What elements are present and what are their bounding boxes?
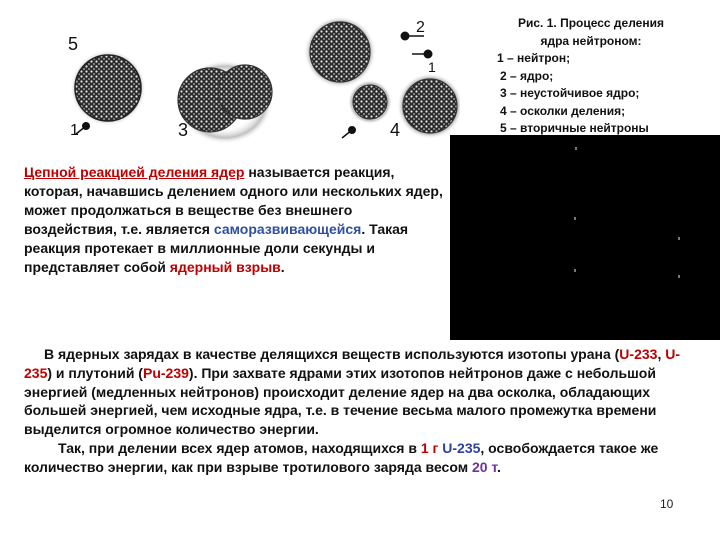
term-self-developing: саморазвивающейся: [213, 221, 362, 237]
legend-item-unstable-nucleus: 3 – неустойчивое ядро;: [500, 86, 640, 100]
dark-image-panel: [450, 135, 720, 340]
figure-label-1b: 1: [428, 59, 436, 75]
isotope-u233: U-233: [619, 346, 658, 362]
fission-fragments-drawing: [342, 73, 460, 139]
figure-label-5: 5: [68, 34, 79, 54]
text-run: .: [497, 458, 501, 475]
text-run: , освобождается такое же количество энергии, как при взрыве тротилового заряда весом: [24, 439, 659, 475]
fission-figure: [40, 10, 460, 150]
text-run: . Такая реакция протекает в миллионные доли секунды и представляет собой: [24, 221, 409, 275]
legend-item-fragments: 4 – осколки деления;: [500, 103, 626, 118]
isotopes-text: [24, 345, 700, 477]
figure-label-2: 2: [416, 19, 425, 36]
isotope-u235-ref: U-235: [442, 439, 481, 456]
text-run: ). При захвате ядрами этих изотопов нейтронов даже с небольшой энергией (медленных нейтронов) происходит деление ядер на два осколка, обладающих большей энергией, чем исходные ядра, т.е. в течение весьма малого промежутка времени выделится огромное количество энергии.: [24, 364, 657, 438]
isotope-pu239: Pu-239: [142, 364, 189, 381]
chain-reaction-definition: [24, 163, 444, 277]
figure-label-1: 1: [70, 122, 79, 139]
caption-title-line-1: Рис. 1. Процесс деления: [518, 16, 664, 30]
page-number: 10: [660, 497, 674, 511]
unstable-nucleus-drawing: [177, 60, 273, 144]
figure-caption: [488, 15, 718, 138]
legend-item-secondary-neutrons: 5 – вторичные нейтроны: [500, 121, 649, 135]
legend-item-nucleus: 2 – ядро;: [500, 68, 554, 83]
caption-title-line-2: ядра нейтроном:: [540, 33, 642, 48]
term-chain-reaction: Цепной реакцией деления ядер: [24, 164, 245, 180]
isotope-u235: U-235: [24, 346, 680, 381]
nucleus-drawing-left: [70, 50, 146, 134]
term-nuclear-blast: ядерный взрыв: [169, 259, 281, 275]
text-run: называется реакция, которая, начавшись делением одного или нескольких ядер, может продолжаться в веществе без внешнего воздействия, т.е. являeтся: [24, 164, 443, 237]
figure-label-4: 4: [390, 120, 401, 140]
legend-item-neutron: 1 – нейтрон;: [497, 51, 571, 65]
text-run: .: [280, 259, 285, 275]
text-run: Так, при делении всех ядер атомов, находящихся в: [58, 439, 421, 456]
text-run: ,: [657, 346, 666, 362]
nucleus-drawing-top: [304, 16, 376, 88]
mass-1-gram: 1 г: [420, 439, 439, 456]
figure-label-3: 3: [178, 120, 189, 140]
panel-speck: [575, 147, 577, 150]
panel-speck: [574, 269, 576, 272]
text-run: В ядерных зарядах в качестве делящихся веществ используются изотопы урана (: [44, 346, 620, 362]
panel-speck: [678, 275, 680, 278]
mass-20-tons: 20 т: [471, 458, 498, 475]
panel-speck: [574, 217, 576, 220]
panel-speck: [678, 237, 680, 240]
text-run: ) и плутоний (: [47, 364, 143, 381]
